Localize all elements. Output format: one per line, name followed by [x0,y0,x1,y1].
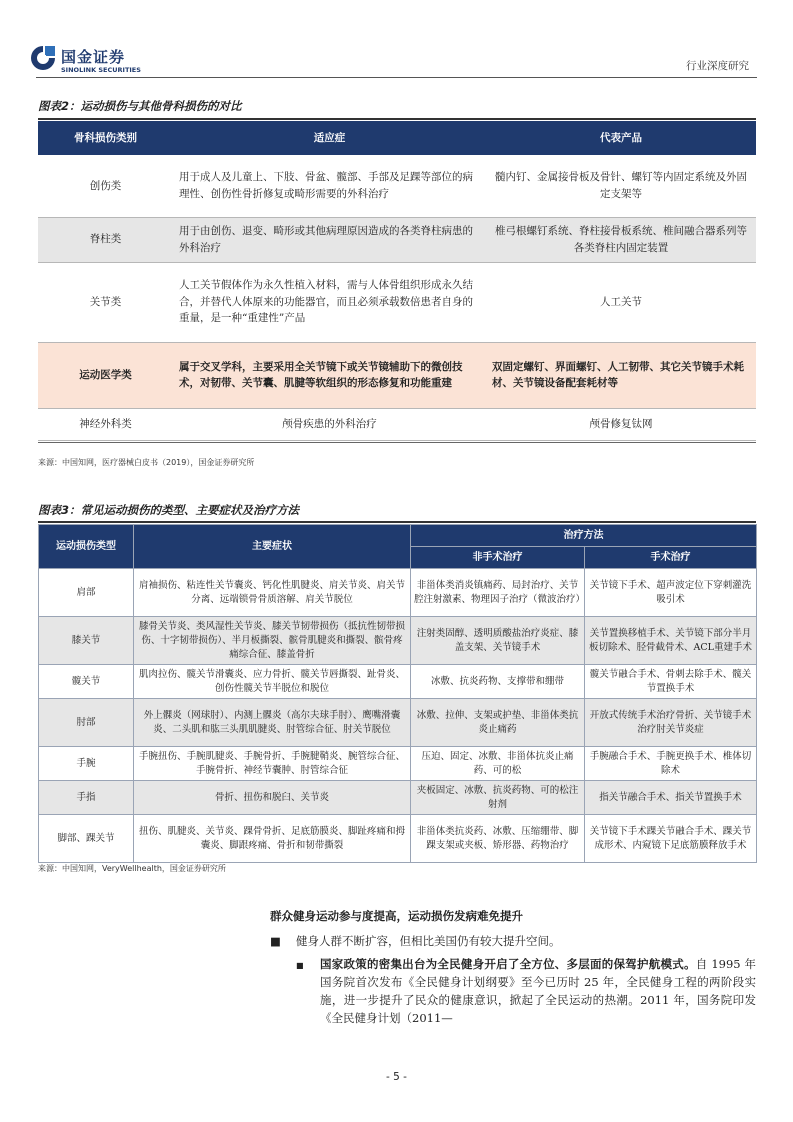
category-cell: 脊柱类 [38,217,173,262]
category-cell: 创伤类 [38,155,173,217]
table-row [38,155,756,217]
figure2-bottom-rule [38,442,756,443]
figure3-col-surgical: 手术治疗 [585,547,757,569]
sinolink-logo-icon [30,45,56,71]
section-heading: 群众健身运动参与度提高，运动损伤发病难免提升 [270,909,523,923]
surgical-cell: 关节镜下手术、超声波定位下穿刺灌洗吸引术 [585,569,757,617]
symptoms-cell: 外上髁炎（网球肘）、内测上髁炎（高尔夫球手肘）、鹰嘴滑囊炎、二头肌和肱三头肌肌腱炎、肘管综合征、肘关节脱位 [134,699,411,747]
table-row [38,262,756,342]
figure2-col-category: 骨科损伤类别 [38,121,173,155]
surgical-cell: 关节镜下手术踝关节融合手术、踝关节成形术、内窥镜下足底筋膜释放手术 [585,815,757,863]
category-cell: 运动医学类 [38,342,173,408]
products-cell: 髓内钉、金属接骨板及骨针、螺钉等内固定系统及外固定支架等 [486,155,756,217]
figure3-header-row [39,525,757,547]
indication-cell: 用于由创伤、退变、畸形或其他病理原因造成的各类脊柱病患的外科治疗 [173,217,486,262]
type-cell: 膝关节 [39,617,134,665]
products-cell: 椎弓根螺钉系统、脊柱接骨板系统、椎间融合器系列等各类脊柱内固定装置 [486,217,756,262]
type-cell: 手指 [39,781,134,815]
non-surgical-cell: 非甾体类消炎镇痛药、局封治疗、关节腔注射激素、物理因子治疗（微波治疗） [411,569,585,617]
table-row [39,699,757,747]
figure3-col-type: 运动损伤类型 [39,525,134,569]
figure3-table [38,524,757,863]
table-row [39,747,757,781]
figure2-top-rule [38,118,756,120]
non-surgical-cell: 夹板固定、冰敷、抗炎药物、可的松注射剂 [411,781,585,815]
non-surgical-cell: 冰敷、抗炎药物、支撑带和绷带 [411,665,585,699]
symptoms-cell: 肌肉拉伤、髋关节滑囊炎、应力骨折、髋关节唇撕裂、趾骨炎、创伤性髋关节半脱位和脱位 [134,665,411,699]
figure2-col-indication: 适应症 [173,121,486,155]
figure2-table [38,121,756,441]
products-cell: 人工关节 [486,262,756,342]
products-cell: 颅骨修复钛网 [486,408,756,440]
table-row [38,342,756,408]
type-cell: 髋关节 [39,665,134,699]
page-number: - 5 - [386,1071,407,1083]
paragraph-body: 自 1995 年国务院首次发布《全民健身计划纲要》至今已历时 25 年，全民健身工程的两阶段实施，进一步提升了民众的健康意识，掀起了全民运动的热潮。2011 年，国务院印发《全民健身计划（2011— [320,957,757,1025]
indication-cell: 属于交叉学科，主要采用全关节镜下或关节镜辅助下的微创技术，对韧带、关节囊、肌腱等软组织的形态修复和功能重建 [173,342,486,408]
page-header [0,0,793,80]
figure2-header-row [38,121,756,155]
non-surgical-cell: 压迫、固定、冰敷、非甾体抗炎止痛药、可的松 [411,747,585,781]
type-cell: 肩部 [39,569,134,617]
indication-cell: 用于成人及儿童上、下肢、骨盆、髋部、手部及足踝等部位的病理性、创伤性骨折修复或畸形需要的外科治疗 [173,155,486,217]
category-cell: 关节类 [38,262,173,342]
figure2-col-products: 代表产品 [486,121,756,155]
figure3-top-rule [38,521,756,523]
non-surgical-cell: 注射类固醇、透明质酸盐治疗炎症、膝盖支架、关节镜手术 [411,617,585,665]
table-row [38,408,756,440]
surgical-cell: 开放式传统手术治疗骨折、关节镜手术治疗肘关节炎症 [585,699,757,747]
brand-name-en: SINOLINK SECURITIES [61,66,141,74]
sub-bullet-square-icon: ■ [296,961,304,970]
report-type: 行业深度研究 [686,60,749,72]
header-divider [36,77,757,78]
category-cell: 神经外科类 [38,408,173,440]
type-cell: 肘部 [39,699,134,747]
indication-cell: 人工关节假体作为永久性植入材料，需与人体骨组织形成永久结合，并替代人体原来的功能器官，而且必须承载数倍患者自身的重量，是一种“重建性”产品 [173,262,486,342]
surgical-cell: 指关节融合手术、指关节置换手术 [585,781,757,815]
surgical-cell: 髋关节融合手术、骨刺去除手术、髋关节置换手术 [585,665,757,699]
figure3-title: 图表3：常见运动损伤的类型、主要症状及治疗方法 [38,503,299,517]
surgical-cell: 手腕融合手术、手腕更换手术、椎体切除术 [585,747,757,781]
table-row [39,569,757,617]
products-cell: 双固定螺钉、界面螺钉、人工韧带、其它关节镜手术耗材、关节镜设备配套耗材等 [486,342,756,408]
bullet-paragraph [320,955,756,1027]
table-row [39,617,757,665]
figure3-col-non-surgical: 非手术治疗 [411,547,585,569]
symptoms-cell: 骨折、扭伤和脱臼、关节炎 [134,781,411,815]
table-row [39,781,757,815]
bullet-text: 健身人群不断扩容，但相比美国仍有较大提升空间。 [296,934,561,948]
brand-name-cn: 国金证券 [61,48,126,66]
type-cell: 脚部、踝关节 [39,815,134,863]
table-row [39,815,757,863]
non-surgical-cell: 冰敷、拉伸、支架或护垫、非甾体类抗炎止痛药 [411,699,585,747]
symptoms-cell: 扭伤、肌腱炎、关节炎、踝骨骨折、足底筋膜炎、脚趾疼痛和拇囊炎、脚跟疼痛、骨折和韧带撕裂 [134,815,411,863]
figure3-col-symptoms: 主要症状 [134,525,411,569]
table-row [39,665,757,699]
paragraph-lead-bold: 国家政策的密集出台为全民健身开启了全方位、多层面的保驾护航模式。 [320,957,696,971]
symptoms-cell: 膝骨关节炎、类风湿性关节炎、膝关节韧带损伤（抵抗性韧带损伤、十字韧带损伤）、半月板撕裂、髌骨肌腱炎和撕裂、髌骨疼痛综合征、膝盖骨折 [134,617,411,665]
surgical-cell: 关节置换移植手术、关节镜下部分半月板切除术、胫骨截骨术、ACL重建手术 [585,617,757,665]
figure3-source: 来源：中国知网，VeryWellhealth，国金证券研究所 [38,864,226,873]
table-row [38,217,756,262]
symptoms-cell: 肩袖损伤、粘连性关节囊炎、钙化性肌腱炎、肩关节炎、肩关节分离、远端锁骨骨质溶解、肩关节脱位 [134,569,411,617]
non-surgical-cell: 非甾体类抗炎药、冰敷、压缩绷带、脚踝支架或夹板、矫形器、药物治疗 [411,815,585,863]
type-cell: 手腕 [39,747,134,781]
figure2-source: 来源：中国知网，医疗器械白皮书（2019），国金证券研究所 [38,458,255,467]
bullet-square-icon: ■ [270,934,281,948]
figure2-title: 图表2：运动损伤与其他骨科损伤的对比 [38,99,242,113]
figure3-col-treatment: 治疗方法 [411,525,757,547]
symptoms-cell: 手腕扭伤、手腕肌腱炎、手腕骨折、手腕腱鞘炎、腕管综合征、手腕骨折、神经节囊肿、肘管综合征 [134,747,411,781]
indication-cell: 颅骨疾患的外科治疗 [173,408,486,440]
